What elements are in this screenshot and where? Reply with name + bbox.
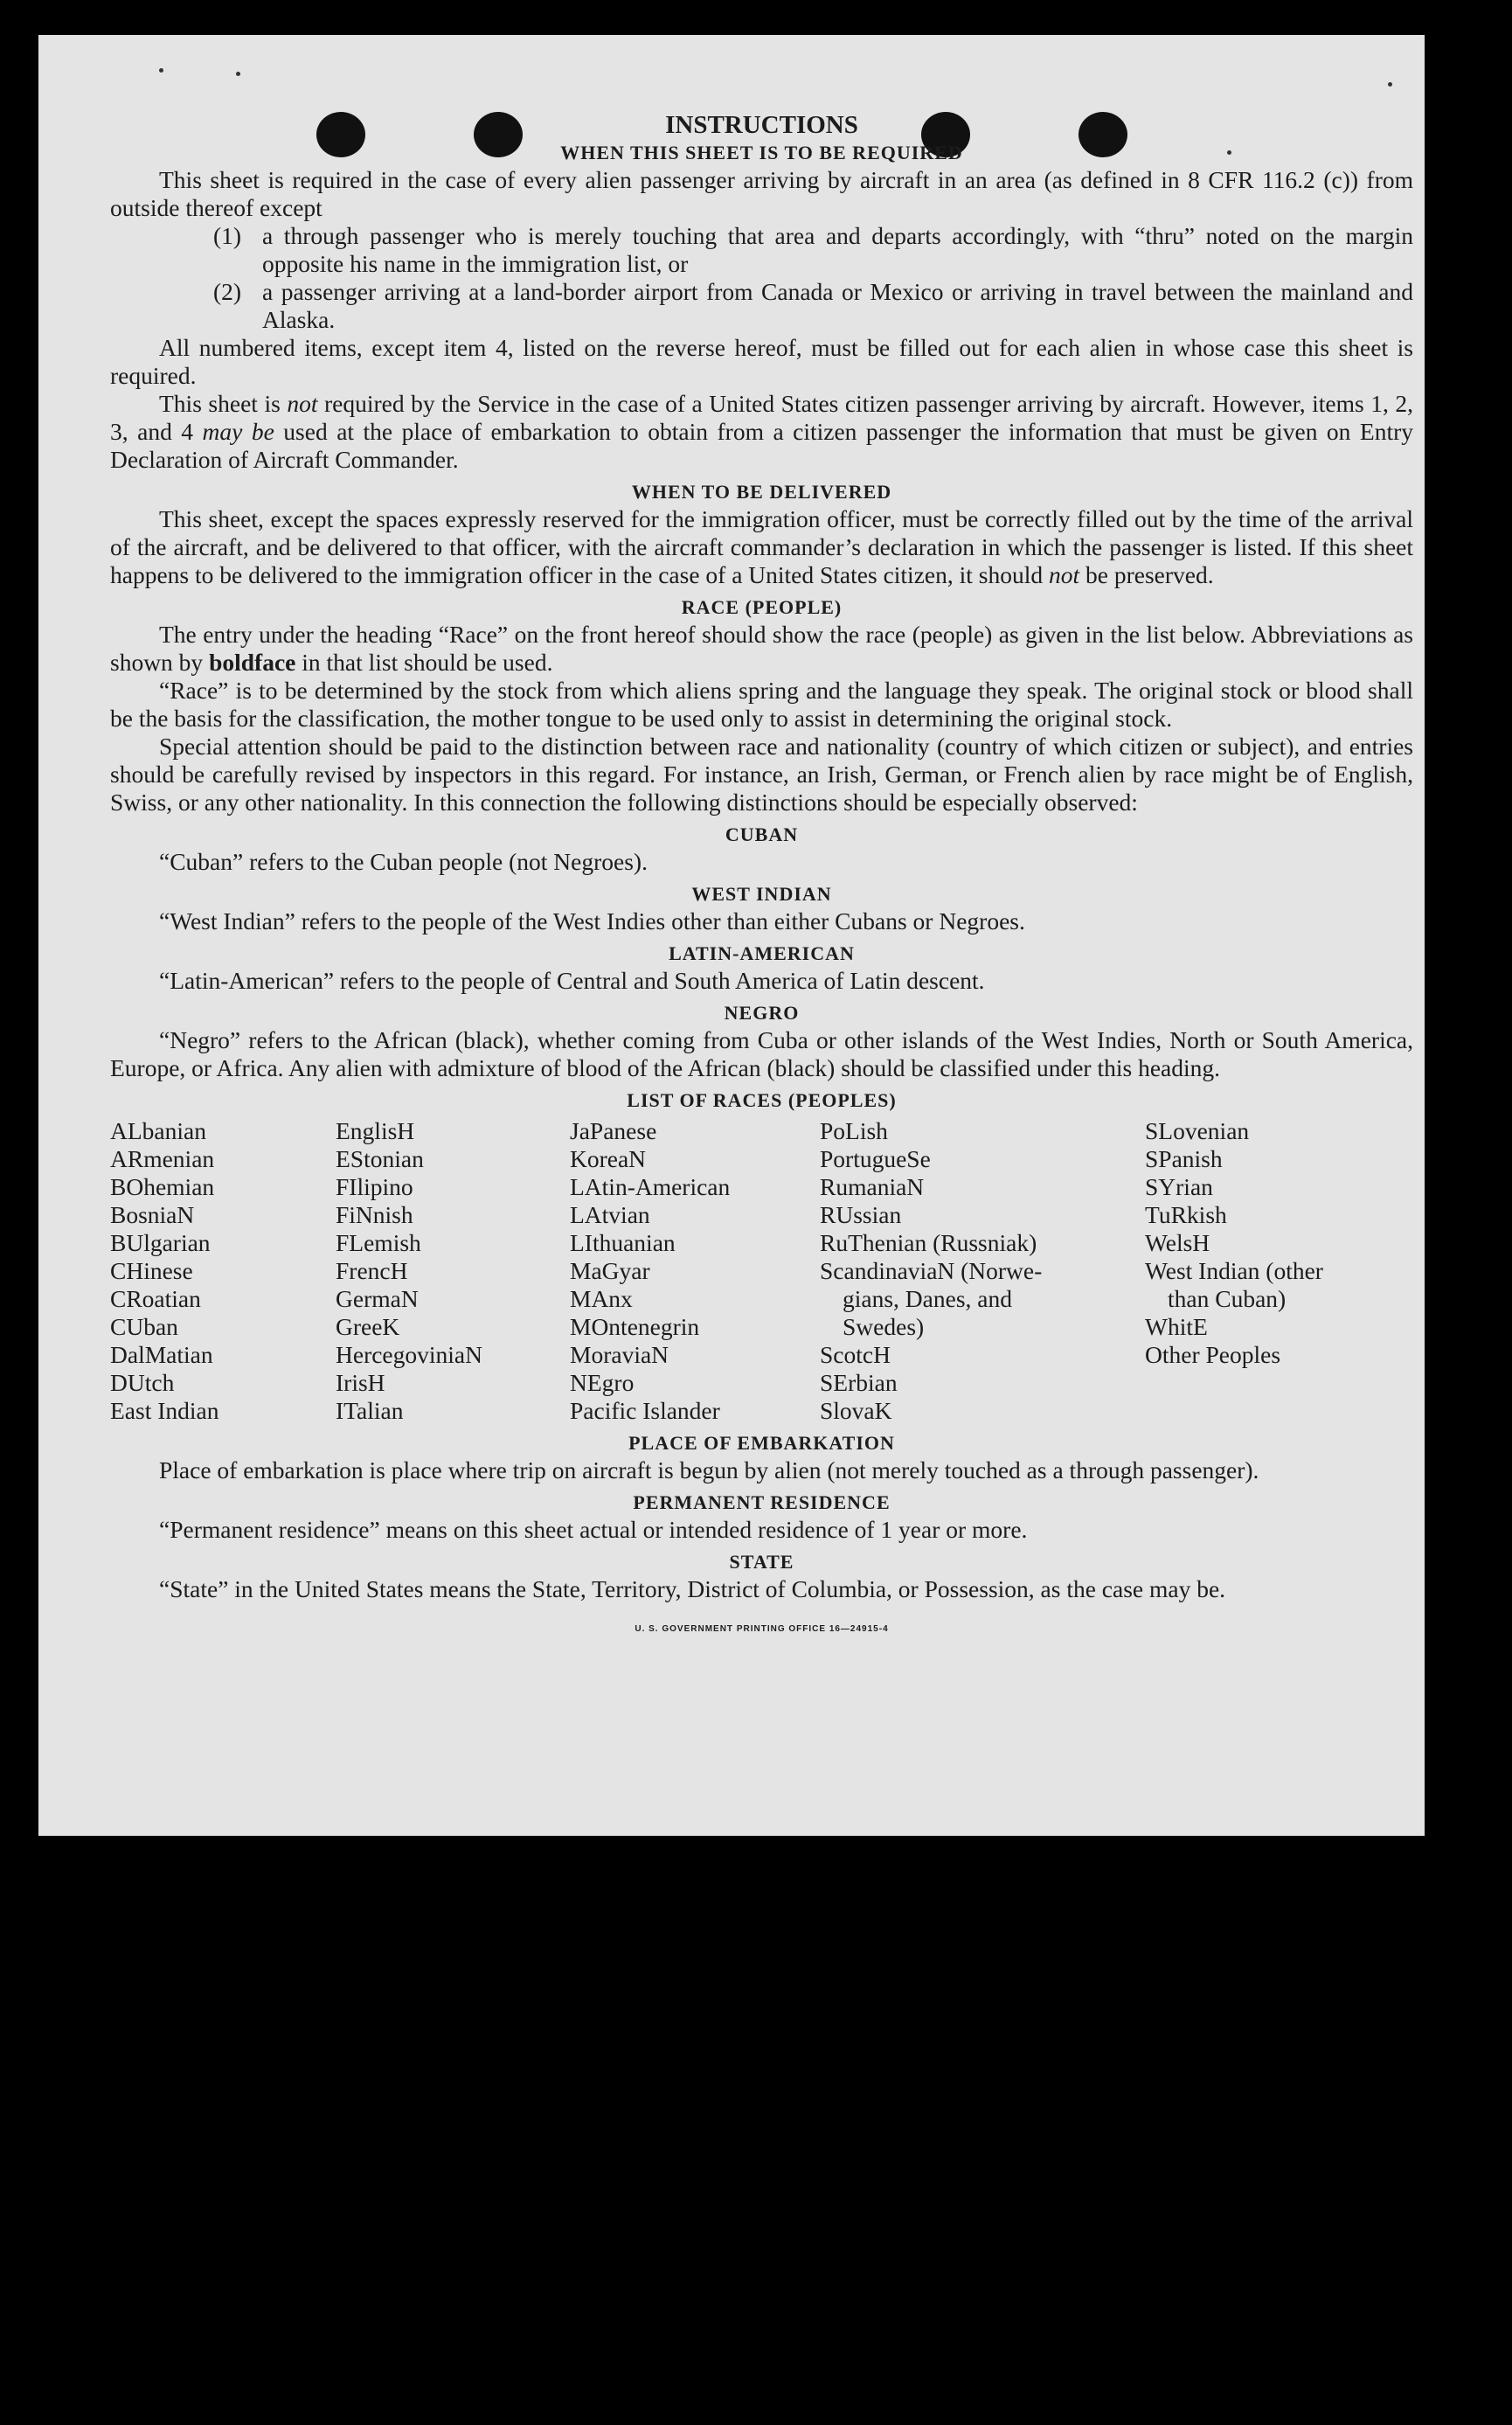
speck — [159, 68, 163, 73]
race-entry: ScandinaviaN (Norwe- — [820, 1257, 1043, 1284]
race-entry: West Indian (other — [1145, 1257, 1323, 1284]
race-entry: CRoatian — [110, 1285, 201, 1312]
section-heading: NEGRO — [724, 1002, 800, 1024]
paragraph: “Negro” refers to the African (black), whether coming from Cuba or other islands of the West Indies, North or South America, Europe, or Africa. Any alien with admixture of blood of the African (black) should be classified under this heading. — [110, 1026, 1413, 1081]
race-entry: ScotcH — [820, 1341, 891, 1368]
race-entry: NEgro — [570, 1369, 635, 1396]
section-heading: WHEN THIS SHEET IS TO BE REQUIRED — [560, 142, 963, 163]
text-run: required by the Service in the case of a United States citizen passenger arriving by aircraft. However, items 1, 2, 3, and 4 — [110, 390, 1413, 445]
section-heading: LIST OF RACES (PEOPLES) — [627, 1089, 897, 1111]
race-entry: RumaniaN — [820, 1173, 925, 1200]
race-entry: FiNnish — [336, 1201, 413, 1228]
race-entry: TuRkish — [1145, 1201, 1227, 1228]
section-heading: RACE (PEOPLE) — [681, 596, 843, 618]
paragraph: “Cuban” refers to the Cuban people (not Negroes). — [159, 848, 648, 875]
document-sheet — [38, 35, 1425, 1836]
race-column — [820, 1117, 1145, 1425]
text-run: The entry under the heading “Race” on the front hereof should show the race (people) as given in the list below. Abbreviations as shown by — [110, 621, 1413, 676]
paragraph — [110, 390, 1413, 474]
race-entry: JaPanese — [570, 1117, 657, 1144]
race-entry: PortugueSe — [820, 1145, 931, 1172]
race-entry: IrisH — [336, 1369, 385, 1396]
speck — [236, 72, 240, 76]
section-heading: LATIN-AMERICAN — [669, 942, 855, 964]
race-entry: Swedes) — [843, 1313, 925, 1340]
race-list — [110, 1117, 1413, 1425]
text-run: used at the place of embarkation to obtain from a citizen passenger the information that must be given on Entry Declaration of Aircraft Commander. — [110, 418, 1414, 473]
race-entry: SLovenian — [1145, 1117, 1250, 1144]
printing-office-footer: U. S. GOVERNMENT PRINTING OFFICE 16—24915-4 — [635, 1624, 889, 1634]
paragraph: Place of embarkation is place where trip on aircraft is begun by alien (not merely touched as a through passenger). — [159, 1456, 1259, 1483]
race-entry: RUssian — [820, 1201, 902, 1228]
italic-text: not — [287, 390, 318, 417]
race-entry: Pacific Islander — [570, 1397, 720, 1424]
race-entry: MOntenegrin — [570, 1313, 700, 1340]
text-run: This sheet is — [159, 390, 288, 417]
race-entry: HercegoviniaN — [336, 1341, 482, 1368]
bold-text: boldface — [209, 649, 296, 676]
race-entry: GermaN — [336, 1285, 419, 1312]
section-heading: CUBAN — [725, 823, 799, 845]
text-run: This sheet, except the spaces expressly reserved for the immigration officer, must be correctly filled out by the time of the arrival of the aircraft, and be delivered to that officer, with the aircraft commander’s declaration in which the passenger is listed. If this sheet happens to be delivered to the immigration officer in the case of a United States citizen, it should — [110, 505, 1413, 588]
race-entry: ALbanian — [110, 1117, 206, 1144]
race-column — [1145, 1117, 1407, 1425]
race-entry: MAnx — [570, 1285, 633, 1312]
race-entry: KoreaN — [570, 1145, 647, 1172]
race-entry: LAtin-American — [570, 1173, 731, 1200]
race-column — [110, 1117, 336, 1425]
section-heading: PERMANENT RESIDENCE — [633, 1491, 891, 1513]
paragraph: “Permanent residence” means on this sheet actual or intended residence of 1 year or more. — [159, 1516, 1028, 1543]
section-heading: WHEN TO BE DELIVERED — [631, 481, 892, 503]
italic-text: may be — [202, 418, 274, 445]
race-entry: WelsH — [1145, 1229, 1210, 1256]
paragraph: “State” in the United States means the State, Territory, District of Columbia, or Possession, as the case may be. — [159, 1575, 1226, 1602]
speck — [1388, 82, 1392, 87]
race-entry: RuThenian (Russniak) — [820, 1229, 1037, 1256]
paragraph: All numbered items, except item 4, listed on the reverse hereof, must be filled out for each alien in whose case this sheet is required. — [110, 334, 1413, 389]
section-heading: WEST INDIAN — [691, 883, 832, 905]
race-entry: DalMatian — [110, 1341, 213, 1368]
race-entry: CHinese — [110, 1257, 193, 1284]
race-entry: East Indian — [110, 1397, 219, 1424]
paragraph: “Race” is to be determined by the stock from which aliens spring and the language they speak. The original stock or blood shall be the basis for the classification, the mother tongue to be used only to assist in determining the original stock. — [110, 677, 1413, 732]
race-entry: Other Peoples — [1145, 1341, 1281, 1368]
race-entry: WhitE — [1145, 1313, 1208, 1340]
paragraph — [110, 505, 1413, 589]
page-title: INSTRUCTIONS — [665, 111, 858, 139]
race-entry: BOhemian — [110, 1173, 215, 1200]
italic-text: not — [1048, 561, 1080, 588]
race-entry: SlovaK — [820, 1397, 892, 1424]
race-entry: MaGyar — [570, 1257, 650, 1284]
instructions-content — [110, 110, 1413, 1643]
race-entry: FrencH — [336, 1257, 408, 1284]
race-entry: GreeK — [336, 1313, 400, 1340]
paragraph: This sheet is required in the case of every alien passenger arriving by aircraft in an area (as defined in 8 CFR 116.2 (c)) from outside thereof except — [110, 166, 1413, 221]
race-entry: MoraviaN — [570, 1341, 669, 1368]
race-entry: SYrian — [1145, 1173, 1213, 1200]
race-entry: SPanish — [1145, 1145, 1223, 1172]
paragraph: “Latin-American” refers to the people of Central and South America of Latin descent. — [159, 967, 985, 994]
race-entry: than Cuban) — [1168, 1285, 1287, 1312]
race-entry: ITalian — [336, 1397, 404, 1424]
text-run: be preserved. — [1079, 561, 1214, 588]
list-item — [213, 278, 1413, 334]
race-entry: gians, Danes, and — [843, 1285, 1012, 1312]
race-entry: BUlgarian — [110, 1229, 211, 1256]
race-entry: SErbian — [820, 1369, 898, 1396]
paragraph — [110, 621, 1413, 677]
race-entry: LAtvian — [570, 1201, 650, 1228]
item-text: a passenger arriving at a land-border airport from Canada or Mexico or arriving in travel between the mainland and Alaska. — [262, 278, 1413, 333]
race-entry: FIlipino — [336, 1173, 413, 1200]
race-entry: EnglisH — [336, 1117, 415, 1144]
race-entry: BosniaN — [110, 1201, 195, 1228]
item-number: (1) — [213, 222, 242, 249]
race-entry: CUban — [110, 1313, 178, 1340]
race-entry: FLemish — [336, 1229, 421, 1256]
section-heading: STATE — [729, 1551, 794, 1573]
item-number: (2) — [213, 278, 242, 305]
race-column — [570, 1117, 820, 1425]
list-item — [213, 222, 1413, 278]
race-column — [336, 1117, 570, 1425]
text-run: in that list should be used. — [295, 649, 553, 676]
race-entry: EStonian — [336, 1145, 424, 1172]
race-entry: ARmenian — [110, 1145, 215, 1172]
race-entry: DUtch — [110, 1369, 175, 1396]
item-text: a through passenger who is merely touching that area and departs accordingly, with “thru” noted on the margin opposite his name in the immigration list, or — [262, 222, 1413, 277]
race-entry: LIthuanian — [570, 1229, 676, 1256]
paragraph: “West Indian” refers to the people of the West Indies other than either Cubans or Negroes. — [159, 907, 1025, 935]
race-entry: PoLish — [820, 1117, 888, 1144]
paragraph: Special attention should be paid to the distinction between race and nationality (country of which citizen or subject), and entries should be carefully revised by inspectors in this regard. For instance, an Irish, German, or French alien by race might be of English, Swiss, or any other nationality. In this connection the following distinctions should be especially observed: — [110, 733, 1413, 816]
section-heading: PLACE OF EMBARKATION — [628, 1432, 895, 1454]
